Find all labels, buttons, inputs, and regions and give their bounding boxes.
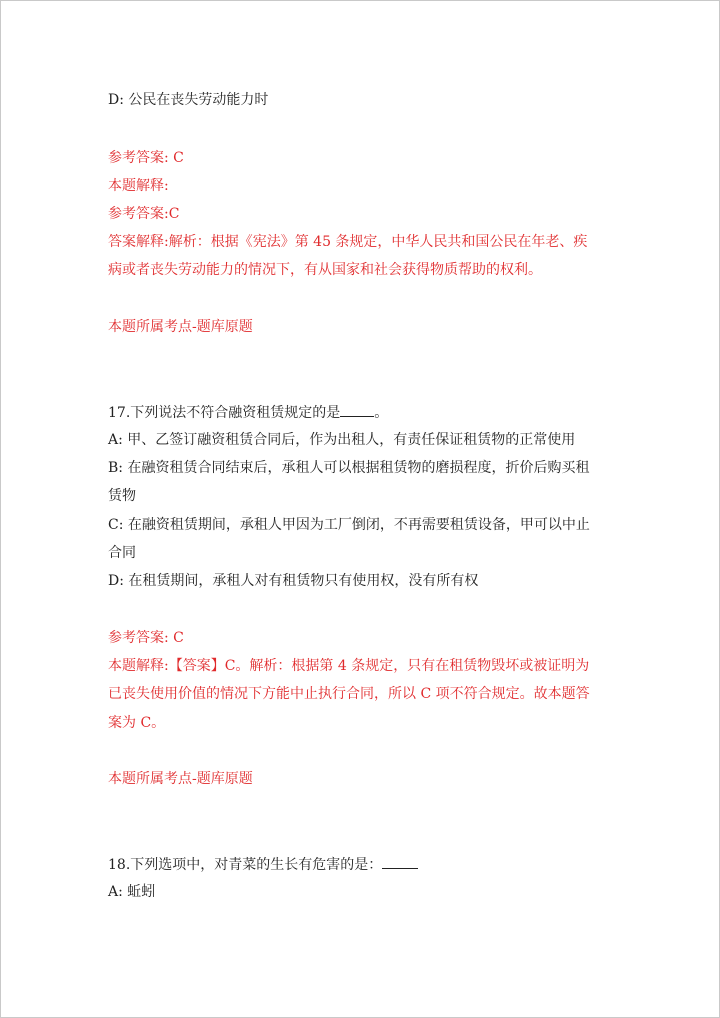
q18-question [108,854,418,875]
q17-source: 本题所属考点-题库原题 [108,771,253,787]
q17-explain-line-1: 本题解释:【答案】C。解析：根据第 4 条规定，只有在租赁物毁坏或被证明为 [108,658,590,674]
q17-question-text: 17.下列说法不符合融资租赁规定的是 [108,405,341,421]
q17-option-d: D: 在租赁期间，承租人对有租赁物只有使用权，没有所有权 [108,573,479,589]
answer-blank [340,402,374,417]
q16-option-d: D: 公民在丧失劳动能力时 [108,92,269,108]
answer-blank [382,854,418,869]
q17-option-c-line-1: C: 在融资租赁期间，承租人甲因为工厂倒闭，不再需要租赁设备，甲可以中止 [108,517,590,533]
q16-answer: 参考答案: C [108,150,184,166]
q16-analysis-line-1: 答案解释:解析：根据《宪法》第 45 条规定，中华人民共和国公民在年老、疾 [108,234,588,250]
q17-answer: 参考答案: C [108,630,184,646]
q17-option-c-line-2: 合同 [108,545,136,561]
q17-question-end: 。 [374,405,389,421]
q17-question [108,402,388,423]
q16-source: 本题所属考点-题库原题 [108,319,253,335]
q17-explain-line-2: 已丧失使用价值的情况下方能中止执行合同，所以 C 项不符合规定。故本题答 [108,686,590,702]
q18-option-a: A: 蚯蚓 [108,884,156,900]
q17-option-b-line-2: 赁物 [108,488,136,504]
q17-explain-line-3: 案为 C。 [108,715,166,731]
q16-analysis-line-2: 病或者丧失劳动能力的情况下，有从国家和社会获得物质帮助的权利。 [108,262,542,278]
q16-explain-label: 本题解释: [108,178,169,194]
q17-option-a: A: 甲、乙签订融资租赁合同后，作为出租人，有责任保证租赁物的正常使用 [108,432,576,448]
q18-question-text: 18.下列选项中，对青菜的生长有危害的是： [108,857,383,873]
q17-option-b-line-1: B: 在融资租赁合同结束后，承租人可以根据租赁物的磨损程度，折价后购买租 [108,460,590,476]
q16-answer-repeat: 参考答案:C [108,206,180,222]
